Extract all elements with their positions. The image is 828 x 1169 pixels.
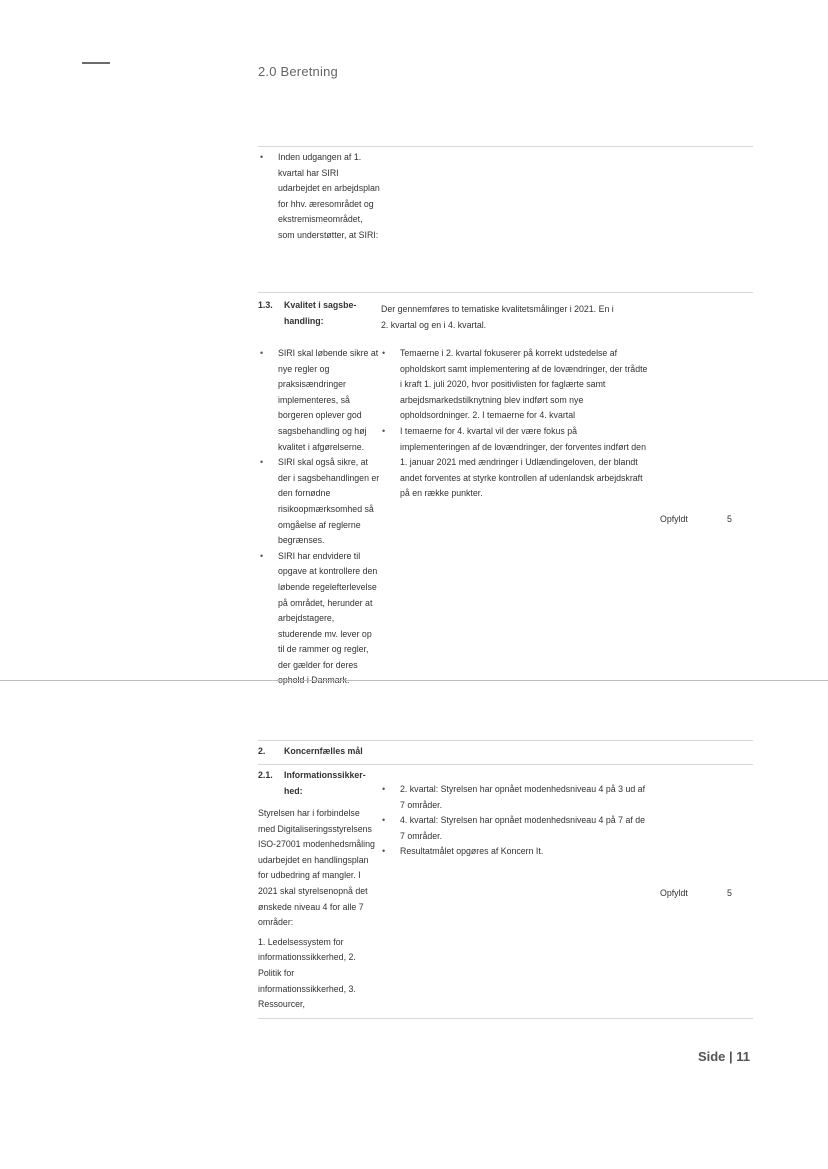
section-title-line: Koncernfælles mål: [284, 746, 363, 756]
section-2-1-title: [258, 768, 373, 799]
divider: [258, 292, 753, 293]
list-item: • I temaerne for 4. kvartal vil der være fokus på implementeringen af de lovændringer, der forventes indført den 1. januar 2021 med ændringer i Udlændingeloven, der blandt andet forventes at styrke kontrollen af udenlandsk arbejdskraft på en række punkter.: [380, 424, 648, 502]
section-title-line: Informationssikker-: [284, 770, 366, 780]
list-item: • Resultatmålet opgøres af Koncern It.: [380, 844, 650, 860]
description-line: Der gennemføres to tematiske kvalitetsmålinger i 2021. En i: [381, 304, 614, 314]
paragraph: Styrelsen har i forbindelse med Digitaliseringsstyrelsens ISO-27001 modenhedsmåling udarbejdet en handlingsplan for udbedring af mangler. I 2021 skal styrelsenopnå det ønskede niveau 4 for alle 7 områder:: [258, 808, 375, 928]
divider: [258, 740, 753, 741]
status-label: Opfyldt: [660, 514, 688, 524]
page-number: Side | 11: [697, 1049, 750, 1064]
section-number: 1.3.: [258, 300, 273, 310]
list-item: • 2. kvartal: Styrelsen har opnået modenhedsniveau 4 på 3 ud af 7 områder.: [380, 782, 650, 813]
divider: [258, 764, 753, 765]
list-item: • Temaerne i 2. kvartal fokuserer på korrekt udstedelse af opholdskort samt implementering af de lovændringer, der trådte i kraft 1. juli 2020, hvor positivlisten for faglærte samt arbejdsmarkedstilknytning blev indført som nye opholdsordninger. 2. I temaerne for 4. kvartal: [380, 346, 648, 424]
section-1-3-goals: [258, 346, 380, 689]
section-1-3-description: [381, 302, 651, 333]
divider: [258, 146, 753, 147]
list-item: • SIRI skal løbende sikre at nye regler og praksisændringer implementeres, så borgeren oplever god sagsbehandling og høj kvalitet i afgørelserne.: [258, 346, 380, 455]
section-1-3-measures: [380, 346, 648, 502]
section-1-3-title: [258, 298, 373, 329]
description-line: 2. kvartal og en i 4. kvartal.: [381, 319, 487, 330]
section-title-line: hed:: [284, 785, 303, 796]
logo-mark: [82, 62, 110, 64]
status-label: Opfyldt: [660, 888, 688, 898]
divider: [258, 1018, 753, 1019]
score-value: 5: [727, 514, 732, 524]
page-header: 2.0 Beretning: [258, 64, 338, 79]
section-2-1-measures: [380, 782, 650, 860]
list-item: • SIRI skal også sikre, at der i sagsbehandlingen er den fornødne risikoopmærksomhed så omgåelse af reglerne begrænses.: [258, 455, 380, 549]
list-item: • 4. kvartal: Styrelsen har opnået modenhedsniveau 4 på 7 af de 7 områder.: [380, 813, 650, 844]
section-title-line: handling:: [284, 315, 324, 326]
intro-bullet: • Inden udgangen af 1. kvartal har SIRI udarbejdet en arbejdsplan for hhv. æresområdet og ekstremismeområdet, som understøtter, at SIRI:: [258, 150, 380, 244]
intro-cell: [258, 150, 380, 244]
section-number: 2.: [258, 746, 266, 756]
list-item: • SIRI har endvidere til opgave at kontrollere den løbende regelefterlevelse på området, herunder at arbejdstagere, studerende mv. lever op til de rammer og regler, der gælder for deres ophold i Danmark.: [258, 549, 380, 689]
section-title-line: Kvalitet i sagsbe-: [284, 300, 357, 310]
section-2-title: [258, 744, 458, 760]
section-2-1-goals: [258, 806, 376, 1017]
paragraph: 1. Ledelsessystem for informationssikkerhed, 2. Politik for informationssikkerhed, 3. Ressourcer,: [258, 936, 356, 1010]
score-value: 5: [727, 888, 732, 898]
page-break-line: [0, 680, 828, 681]
section-number: 2.1.: [258, 770, 273, 780]
